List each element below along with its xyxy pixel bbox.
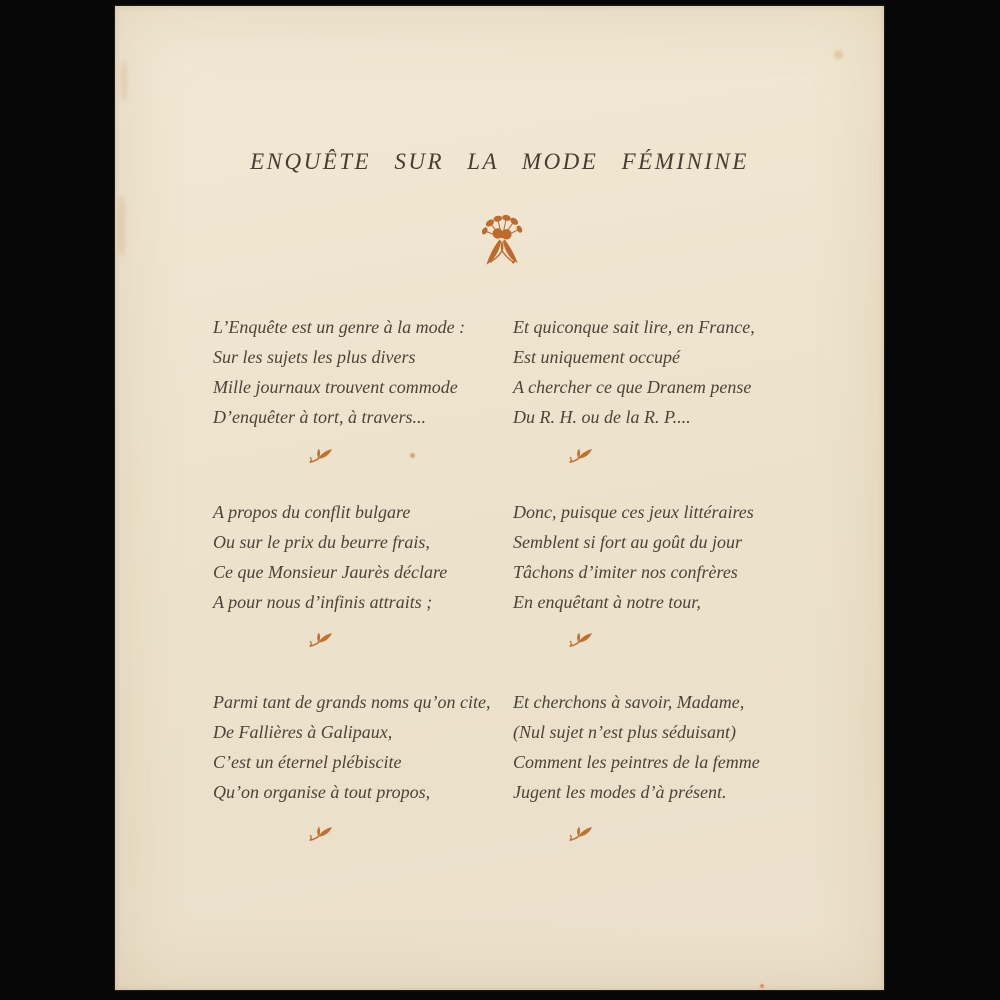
poem-stanza-5 [213,687,513,807]
paper-page [115,6,884,990]
fleuron-row-3 [213,826,823,847]
fleuron-row-2 [213,632,823,653]
fleuron-icon [569,632,593,648]
fleuron-icon [309,632,333,648]
poem-line: De Fallières à Galipaux, [213,722,393,742]
fleuron-icon [309,826,333,842]
poem-line: (Nul sujet n’est plus séduisant) [513,722,736,742]
poem-line: Sur les sujets les plus divers [213,347,416,367]
fleuron-icon [569,448,593,464]
fleuron-row-1 [213,448,823,469]
poem-line: Qu’on organise à tout propos, [213,782,431,802]
poem-line: L’Enquête est un genre à la mode : [213,317,466,337]
poem-line: D’enquêter à tort, à travers... [213,407,426,427]
poem-line: A chercher ce que Dranem pense [513,377,752,397]
poem-line: Comment les peintres de la femme [513,752,760,772]
stanza-row-1 [213,312,823,432]
fleuron-icon [309,448,333,464]
stanza-row-2 [213,497,823,617]
foxing-spot [760,984,764,988]
poem-line: Semblent si fort au goût du jour [513,532,742,552]
poem-line: A propos du conflit bulgare [213,502,411,522]
poem-line: Est uniquement occupé [513,347,680,367]
poem-stanza-2 [513,312,823,432]
foxing-smudge [118,196,125,256]
poem-line: Parmi tant de grands noms qu’on cite, [213,692,491,712]
stanza-row-3 [213,687,823,807]
poem-line: Du R. H. ou de la R. P.... [513,407,691,427]
bouquet-ornament-icon [476,211,528,275]
poem-line: Donc, puisque ces jeux littéraires [513,502,754,522]
poem-line: Ou sur le prix du beurre frais, [213,532,430,552]
foxing-spot [834,50,843,59]
poem-stanza-3 [213,497,513,617]
poem-line: Mille journaux trouvent commode [213,377,458,397]
poem-line: Tâchons d’imiter nos confrères [513,562,738,582]
poem-stanza-4 [513,497,823,617]
poem-line: Jugent les modes d’à présent. [513,782,727,802]
poem-stanza-1 [213,312,513,432]
page-title: ENQUÊTE SUR LA MODE FÉMININE [250,149,749,174]
foxing-smudge [121,61,127,101]
poem-line: Ce que Monsieur Jaurès déclare [213,562,448,582]
poem-line: Et quiconque sait lire, en France, [513,317,755,337]
fleuron-icon [569,826,593,842]
poem-stanza-6 [513,687,823,807]
poem-line: Et cherchons à savoir, Madame, [513,692,745,712]
poem-line: C’est un éternel plébiscite [213,752,402,772]
poem-line: En enquêtant à notre tour, [513,592,701,612]
poem-line: A pour nous d’infinis attraits ; [213,592,433,612]
